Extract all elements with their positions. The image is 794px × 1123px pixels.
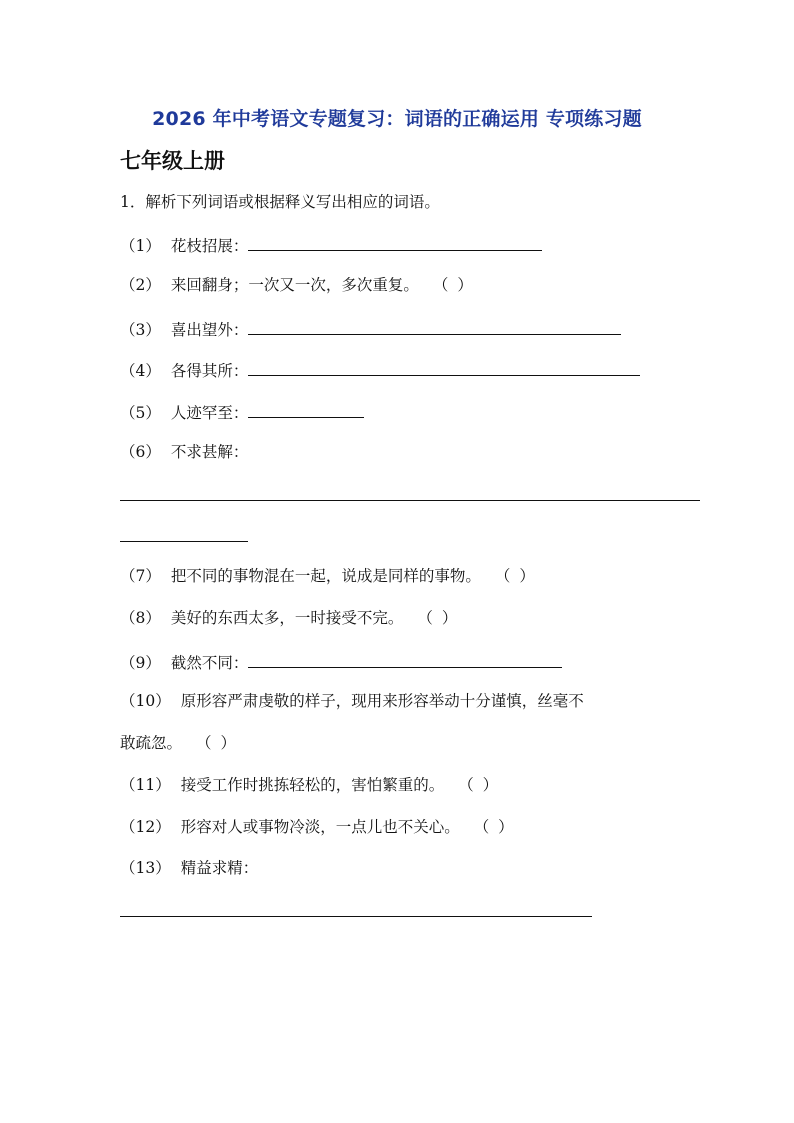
item-number: （12）: [120, 818, 171, 836]
item-text: 接受工作时挑拣轻松的，害怕繁重的。: [180, 776, 445, 794]
item-10: [120, 691, 584, 711]
item-number: （2）: [120, 276, 161, 294]
answer-parentheses[interactable]: （ ）: [417, 609, 460, 627]
answer-line[interactable]: [120, 500, 700, 501]
item-number: （3）: [120, 321, 161, 339]
item-text: 来回翻身；一次又一次，多次重复。: [170, 276, 419, 294]
answer-blank[interactable]: [248, 317, 621, 335]
document-title: 2026 年中考语文专题复习：词语的正确运用 专项练习题: [152, 108, 642, 130]
item-text: 喜出望外：: [170, 321, 249, 339]
item-text: 不求甚解：: [170, 443, 249, 461]
item-13: [120, 858, 258, 878]
answer-parentheses[interactable]: （ ）: [458, 776, 501, 794]
item-number: （5）: [120, 404, 161, 422]
item-1: [120, 233, 542, 256]
item-number: （9）: [120, 654, 161, 672]
item-text: 花枝招展：: [170, 237, 249, 255]
item-10-continued: [120, 733, 238, 753]
question-prompt: 1．解析下列词语或根据释义写出相应的词语。: [120, 193, 440, 211]
item-number: （1）: [120, 237, 161, 255]
answer-line[interactable]: [120, 916, 592, 917]
item-text: 美好的东西太多，一时接受不完。: [170, 609, 404, 627]
item-text: 形容对人或事物冷淡，一点儿也不关心。: [180, 818, 460, 836]
item-4: [120, 358, 640, 381]
answer-parentheses[interactable]: （ ）: [432, 276, 475, 294]
answer-blank[interactable]: [248, 233, 542, 251]
item-text: 截然不同：: [170, 654, 249, 672]
item-6: [120, 442, 248, 462]
item-7: [120, 566, 537, 586]
item-text: 原形容严肃虔敬的样子，现用来形容举动十分谨慎，丝毫不: [180, 692, 584, 710]
item-text: 精益求精：: [180, 859, 259, 877]
item-number: （8）: [120, 609, 161, 627]
item-5: [120, 400, 364, 423]
answer-blank[interactable]: [248, 650, 562, 668]
item-text: 把不同的事物混在一起，说成是同样的事物。: [170, 567, 481, 585]
item-number: （7）: [120, 567, 161, 585]
section-heading: 七年级上册: [120, 149, 225, 173]
answer-line[interactable]: [120, 541, 248, 542]
item-number: （6）: [120, 443, 161, 461]
item-text: 敢疏忽。: [120, 734, 183, 752]
answer-blank[interactable]: [248, 358, 640, 376]
item-12: [120, 817, 516, 837]
answer-parentheses[interactable]: （ ）: [196, 734, 238, 752]
item-text: 人迹罕至：: [170, 404, 249, 422]
item-8: [120, 608, 459, 628]
item-number: （11）: [120, 776, 171, 794]
item-number: （4）: [120, 362, 161, 380]
answer-blank[interactable]: [248, 400, 364, 418]
item-number: （10）: [120, 692, 171, 710]
item-9: [120, 650, 562, 673]
item-2: [120, 275, 475, 295]
item-number: （13）: [120, 859, 171, 877]
answer-parentheses[interactable]: （ ）: [473, 818, 516, 836]
item-text: 各得其所：: [170, 362, 249, 380]
item-3: [120, 317, 621, 340]
answer-parentheses[interactable]: （ ）: [494, 567, 537, 585]
item-11: [120, 775, 500, 795]
